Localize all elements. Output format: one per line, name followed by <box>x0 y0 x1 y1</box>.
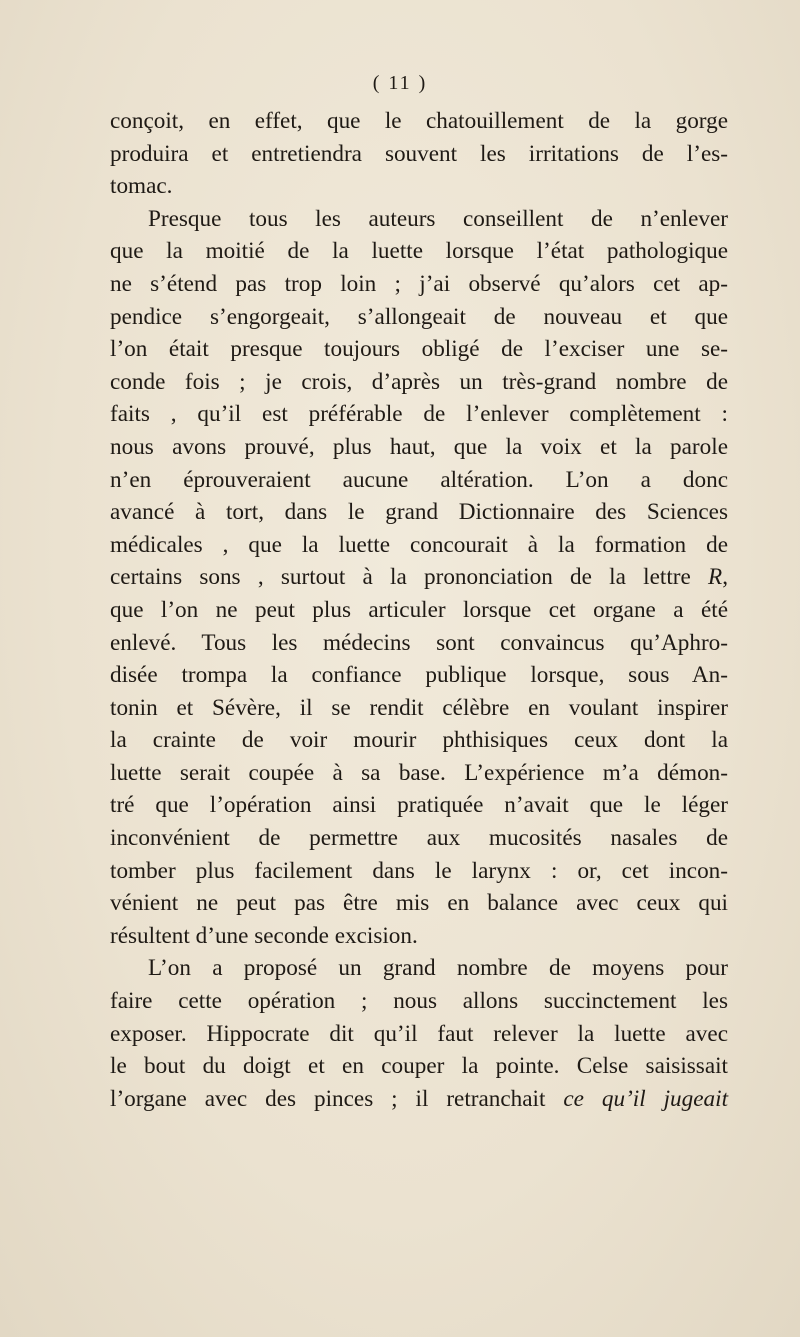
text-line: enlevé. Tous les médecins sont convaincus qu’Aphro- <box>110 629 728 656</box>
text-line: vénient ne peut pas être mis en balance avec ceux qui <box>110 890 728 917</box>
text-line: exposer. Hippocrate dit qu’il faut relever la luette avec <box>110 1020 728 1047</box>
text-line: faits , qu’il est préférable de l’enlever complètement : <box>110 401 728 428</box>
italic-letter: R <box>708 564 723 591</box>
text-line: l’on était presque toujours obligé de l’exciser une se- <box>110 336 728 363</box>
text-line: que la moitié de la luette lorsque l’état pathologique <box>110 238 728 265</box>
text-segment: l’organe avec des pinces ; il retranchait <box>110 1085 546 1112</box>
text-line: médicales , que la luette concourait à la formation de <box>110 531 728 558</box>
text-line: conde fois ; je crois, d’après un très-grand nombre de <box>110 368 728 395</box>
text-line: L’on a proposé un grand nombre de moyens pour <box>148 955 728 982</box>
text-segment: certains sons , surtout à la prononciation de la lettre <box>110 564 691 591</box>
text-line: ne s’étend pas trop loin ; j’ai observé qu’alors cet ap- <box>110 270 728 297</box>
text-segment: , <box>722 564 729 591</box>
text-line: pendice s’engorgeait, s’allongeait de nouveau et que <box>110 303 728 330</box>
text-line: tomac. <box>110 173 173 200</box>
text-line-with-italic <box>110 1083 728 1116</box>
text-line: produira et entretiendra souvent les irritations de l’es- <box>110 140 728 167</box>
text-line: tré que l’opération ainsi pratiquée n’avait que le léger <box>110 792 728 819</box>
text-line: n’en éprouveraient aucune altération. L’on a donc <box>110 466 728 493</box>
text-line: avancé à tort, dans le grand Dictionnaire des Sciences <box>110 499 728 526</box>
italic-phrase: ce qu’il jugeait <box>563 1085 729 1112</box>
text-line: la crainte de voir mourir phthisiques ceux dont la <box>110 727 728 754</box>
text-line: Presque tous les auteurs conseillent de n’enlever <box>148 205 728 232</box>
text-line: le bout du doigt et en couper la pointe. Celse saisissait <box>110 1053 728 1080</box>
page-number: ( 11 ) <box>372 72 428 94</box>
text-line-with-italic <box>110 561 728 594</box>
text-line: faire cette opération ; nous allons succinctement les <box>110 988 728 1015</box>
text-line: tonin et Sévère, il se rendit célèbre en voulant inspirer <box>110 694 728 721</box>
text-line: luette serait coupée à sa base. L’expérience m’a démon- <box>110 759 728 786</box>
text-line: que l’on ne peut plus articuler lorsque cet organe a été <box>110 596 728 623</box>
text-line: disée trompa la confiance publique lorsque, sous An- <box>110 662 728 689</box>
text-line: inconvénient de permettre aux mucosités nasales de <box>110 825 728 852</box>
body-text <box>110 105 728 1115</box>
text-line: tomber plus facilement dans le larynx : or, cet incon- <box>110 857 728 884</box>
text-line: conçoit, en effet, que le chatouillement de la gorge <box>110 108 728 134</box>
text-line: nous avons prouvé, plus haut, que la voix et la parole <box>110 433 728 460</box>
text-line: résultent d’une seconde excision. <box>110 922 418 949</box>
